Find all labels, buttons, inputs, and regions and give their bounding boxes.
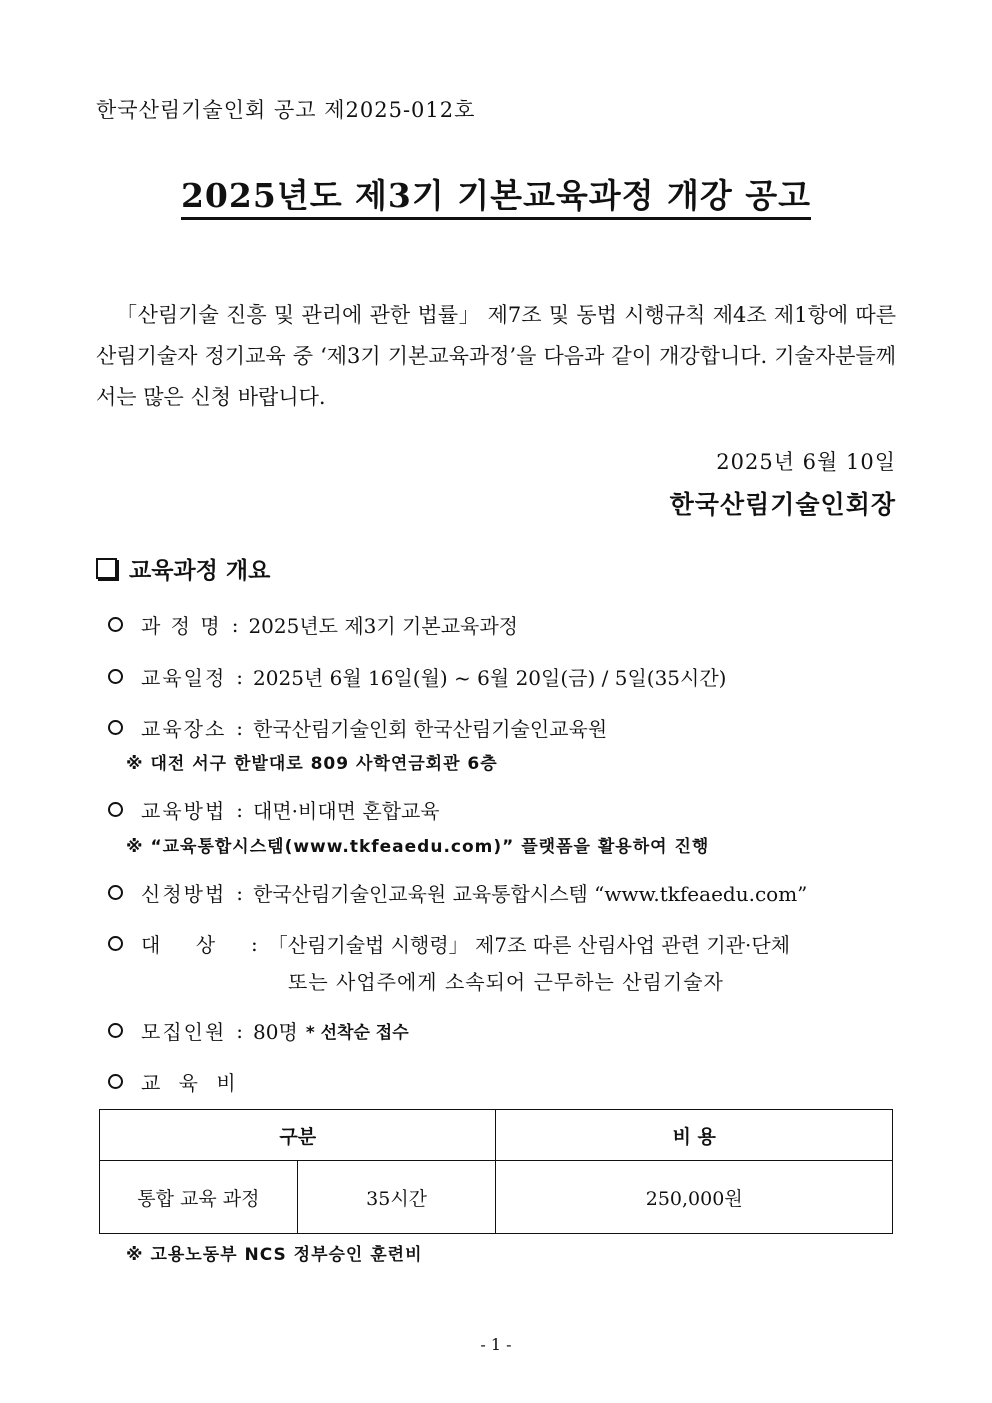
item-venue xyxy=(108,713,607,742)
issuer-name: 한국산림기술인회장 xyxy=(669,490,896,519)
item-value: 80명 xyxy=(253,1020,298,1044)
table-cell-course: 통합 교육 과정 xyxy=(100,1161,298,1234)
item-label: 모집인원 xyxy=(141,1020,227,1044)
item-apply xyxy=(108,878,807,907)
table-cell-cost: 250,000원 xyxy=(496,1161,893,1234)
page-number: - 1 - xyxy=(480,1335,512,1354)
circle-bullet-icon xyxy=(108,1074,123,1089)
colon-separator: : xyxy=(231,612,239,637)
item-label: 교육장소 xyxy=(141,717,227,741)
capacity-note: * 선착순 접수 xyxy=(305,1023,409,1043)
item-fee xyxy=(108,1067,242,1096)
page-title-text: 2025년도 제3기 기본교육과정 개강 공고 xyxy=(181,176,811,220)
header-cell-category: 구분 xyxy=(100,1110,496,1161)
circle-bullet-icon xyxy=(108,936,123,951)
item-label: 신청방법 xyxy=(141,882,227,906)
item-method xyxy=(108,795,440,824)
circle-bullet-icon xyxy=(108,1023,123,1038)
item-schedule xyxy=(108,662,726,691)
item-label: 교육방법 xyxy=(141,799,227,823)
item-value: 대면·비대면 혼합교육 xyxy=(253,799,440,823)
colon-separator: : xyxy=(251,931,258,956)
method-note: ※ “교육통합시스템(www.tkfeaedu.com)” 플랫폼을 활용하여 진행 xyxy=(126,837,710,857)
item-value: 2025년 6월 16일(월) ~ 6월 20일(금) / 5일(35시간) xyxy=(253,666,727,690)
item-label: 교 육 비 xyxy=(141,1071,242,1095)
table-row xyxy=(100,1161,893,1234)
section-heading xyxy=(96,552,270,585)
intro-paragraph xyxy=(96,295,896,418)
item-value: 한국산림기술인교육원 교육통합시스템 “www.tkfeaedu.com” xyxy=(253,882,808,906)
header-cell-cost: 비 용 xyxy=(496,1110,893,1161)
item-course-name xyxy=(108,610,518,639)
item-label: 교육일정 xyxy=(141,666,227,690)
item-value: 2025년도 제3기 기본교육과정 xyxy=(248,614,518,638)
item-label: 과 정 명 xyxy=(141,614,222,638)
item-value: 「산림기술법 시행령」 제7조 따른 산림사업 관련 기관·단체 xyxy=(267,933,791,957)
target-value-line2: 또는 사업주에게 소속되어 근무하는 산림기술자 xyxy=(288,970,724,994)
item-target xyxy=(108,929,790,958)
fee-note: ※ 고용노동부 NCS 정부승인 훈련비 xyxy=(126,1245,423,1265)
circle-bullet-icon xyxy=(108,802,123,817)
colon-separator: : xyxy=(236,1018,244,1043)
checkbox-square-icon xyxy=(96,558,117,579)
item-label: 대 상 xyxy=(141,933,218,957)
item-value: 한국산림기술인회 한국산림기술인교육원 xyxy=(253,717,608,741)
table-cell-hours: 35시간 xyxy=(297,1161,496,1234)
notice-date: 2025년 6월 10일 xyxy=(716,450,896,474)
circle-bullet-icon xyxy=(108,720,123,735)
colon-separator: : xyxy=(236,880,244,905)
table-header-row xyxy=(100,1110,893,1161)
circle-bullet-icon xyxy=(108,669,123,684)
item-capacity xyxy=(108,1016,409,1045)
intro-text: 「산림기술 진흥 및 관리에 관한 법률」 제7조 및 동법 시행규칙 제4조 제1항에 따른 산림기술자 정기교육 중 ‘제3기 기본교육과정’을 다음과 같이 개강합니다. 기술자분들께서는 많은 신청 바랍니다. xyxy=(96,303,896,409)
page-title xyxy=(0,170,992,217)
colon-separator: : xyxy=(236,715,244,740)
fee-table xyxy=(99,1109,893,1234)
colon-separator: : xyxy=(236,664,244,689)
circle-bullet-icon xyxy=(108,885,123,900)
section-title: 교육과정 개요 xyxy=(129,558,271,584)
notice-number: 한국산림기술인회 공고 제2025-012호 xyxy=(96,98,476,122)
colon-separator: : xyxy=(236,797,244,822)
venue-note: ※ 대전 서구 한밭대로 809 사학연금회관 6층 xyxy=(126,754,498,774)
circle-bullet-icon xyxy=(108,617,123,632)
